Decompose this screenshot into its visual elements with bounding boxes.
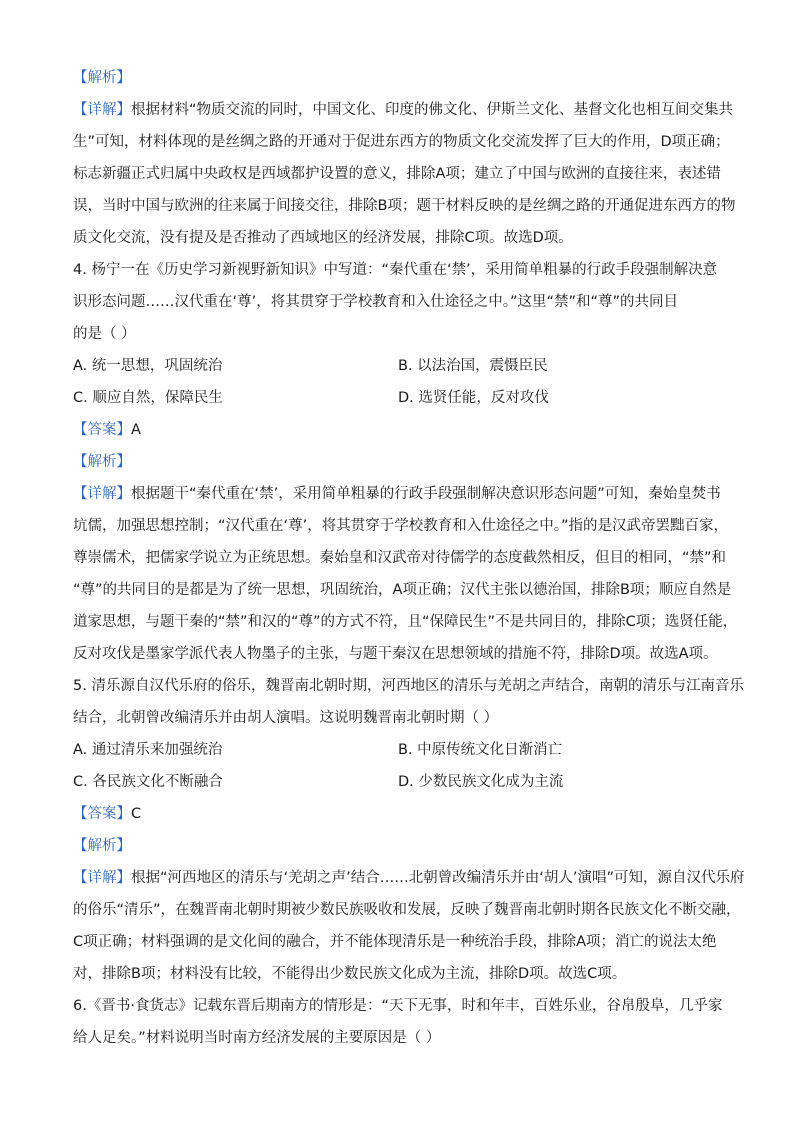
q5-detail-line-2: 的俗乐“清乐”，在魏晋南北朝时期被少数民族吸收和发展，反映了魏晋南北朝时期各民族文化不断交融， <box>73 902 741 918</box>
q4-detail-line-5: 道家思想，与题干秦的“禁”和汉的“尊”的方式不符，且“保障民生”不是共同目的，排除C项；选贤任能， <box>73 614 738 630</box>
q5-detail-line-3: C项正确；材料强调的是文化间的融合，并不能体现清乐是一种统治手段，排除A项；消亡的说法太绝 <box>73 934 717 950</box>
q4-stem-line-2: 识形态问题……汉代重在‘尊’，将其贯穿于学校教育和入仕途径之中。”这里“禁”和“尊”的共同目 <box>73 294 679 310</box>
analysis-label: 【解析】 <box>73 70 131 86</box>
q5-answer <box>73 798 723 830</box>
q6-stem-line-1: 6.《晋书·食货志》记载东晋后期南方的情形是：“天下无事，时和年丰，百姓乐业，谷帛殷阜，几乎家 <box>73 998 723 1014</box>
q5-option-a: A. 通过清乐来加强统治 <box>73 742 223 758</box>
q4-option-b: B. 以法治国，震慑臣民 <box>398 358 548 374</box>
q5-options <box>73 734 723 798</box>
question-4 <box>73 254 738 670</box>
q4-option-a: A. 统一思想，巩固统治 <box>73 358 223 374</box>
q5-option-d: D. 少数民族文化成为主流 <box>398 774 564 790</box>
q3-detail-line-2: 生”可知，材料体现的是丝绸之路的开通对于促进东西方的物质文化交流发挥了巨大的作用，D项正确； <box>73 134 730 150</box>
q4-answer-value: A <box>131 422 141 438</box>
q5-analysis-label: 【解析】 <box>73 838 131 854</box>
q3-detail-line-1: 【详解】根据材料“物质交流的同时，中国文化、印度的佛文化、伊斯兰文化、基督文化也相互间交集共 <box>73 102 734 118</box>
q4-detail-line-2: 坑儒，加强思想控制；“汉代重在‘尊’，将其贯穿于学校教育和入仕途径之中。”指的是汉武帝罢黜百家， <box>73 518 728 534</box>
q4-analysis-label: 【解析】 <box>73 454 131 470</box>
q4-option-d: D. 选贤任能，反对攻伐 <box>398 390 549 406</box>
detail-label: 【详解】 <box>73 102 131 118</box>
q5-stem-line-1: 5. 清乐源自汉代乐府的俗乐，魏晋南北朝时期，河西地区的清乐与羌胡之声结合，南朝的清乐与江南音乐 <box>73 678 744 694</box>
answer-label: 【答案】 <box>73 422 131 438</box>
q4-detail-line-6: 反对攻伐是墨家学派代表人物墨子的主张，与题干秦汉在思想领域的措施不符，排除D项。故选A项。 <box>73 646 718 662</box>
q4-answer <box>73 414 723 446</box>
detail-label: 【详解】 <box>73 870 131 886</box>
q4-detail-line-3: 尊崇儒术，把儒家学说立为正统思想。秦始皇和汉武帝对待儒学的态度截然相反，但目的相同，“禁”和 <box>73 550 727 566</box>
q5-detail-line-4: 对，排除B项；材料没有比较，不能得出少数民族文化成为主流，排除D项。故选C项。 <box>73 966 627 982</box>
q5-option-c: C. 各民族文化不断融合 <box>73 774 223 790</box>
q4-options <box>73 350 723 414</box>
q4-stem-line-1: 4. 杨宁一在《历史学习新视野新知识》中写道：“秦代重在‘禁’，采用简单粗暴的行政手段强制解决意 <box>73 262 718 278</box>
q3-detail-line-3: 标志新疆正式归属中央政权是西域都护设置的意义，排除A项；建立了中国与欧洲的直接往来，表述错 <box>73 166 721 182</box>
question-6 <box>73 990 723 1054</box>
q3-detail-line-5: 质文化交流，没有提及是否推动了西域地区的经济发展，排除C项。故选D项。 <box>73 230 573 246</box>
answer-label: 【答案】 <box>73 806 131 822</box>
q4-detail-line-4: “尊”的共同目的是都是为了统一思想，巩固统治，A项正确；汉代主张以德治国，排除B项；顺应自然是 <box>73 582 732 598</box>
q5-stem-line-2: 结合，北朝曾改编清乐并由胡人演唱。这说明魏晋南北朝时期（ ） <box>73 710 499 726</box>
q4-option-c: C. 顺应自然，保障民生 <box>73 390 223 406</box>
q5-detail-line-1: 【详解】根据“河西地区的清乐与‘羌胡之声’结合……北朝曾改编清乐并由‘胡人’演唱”可知，源自汉代乐府 <box>73 870 745 886</box>
q5-option-b: B. 中原传统文化日渐消亡 <box>398 742 563 758</box>
q5-answer-value: C <box>131 806 142 822</box>
q6-stem-line-2: 给人足矣。”材料说明当时南方经济发展的主要原因是（ ） <box>73 1030 441 1046</box>
document-page <box>73 62 745 1054</box>
q3-detail <box>73 94 736 254</box>
q4-detail-line-1: 【详解】根据题干“秦代重在‘禁’，采用简单粗暴的行政手段强制解决意识形态问题”可知，秦始皇焚书 <box>73 486 721 502</box>
q4-stem-line-3: 的是（ ） <box>73 326 136 342</box>
q3-detail-line-4: 误，当时中国与欧洲的往来属于间接交往，排除B项；题干材料反映的是丝绸之路的开通促进东西方的物 <box>73 198 736 214</box>
question-5 <box>73 670 745 990</box>
detail-label: 【详解】 <box>73 486 131 502</box>
